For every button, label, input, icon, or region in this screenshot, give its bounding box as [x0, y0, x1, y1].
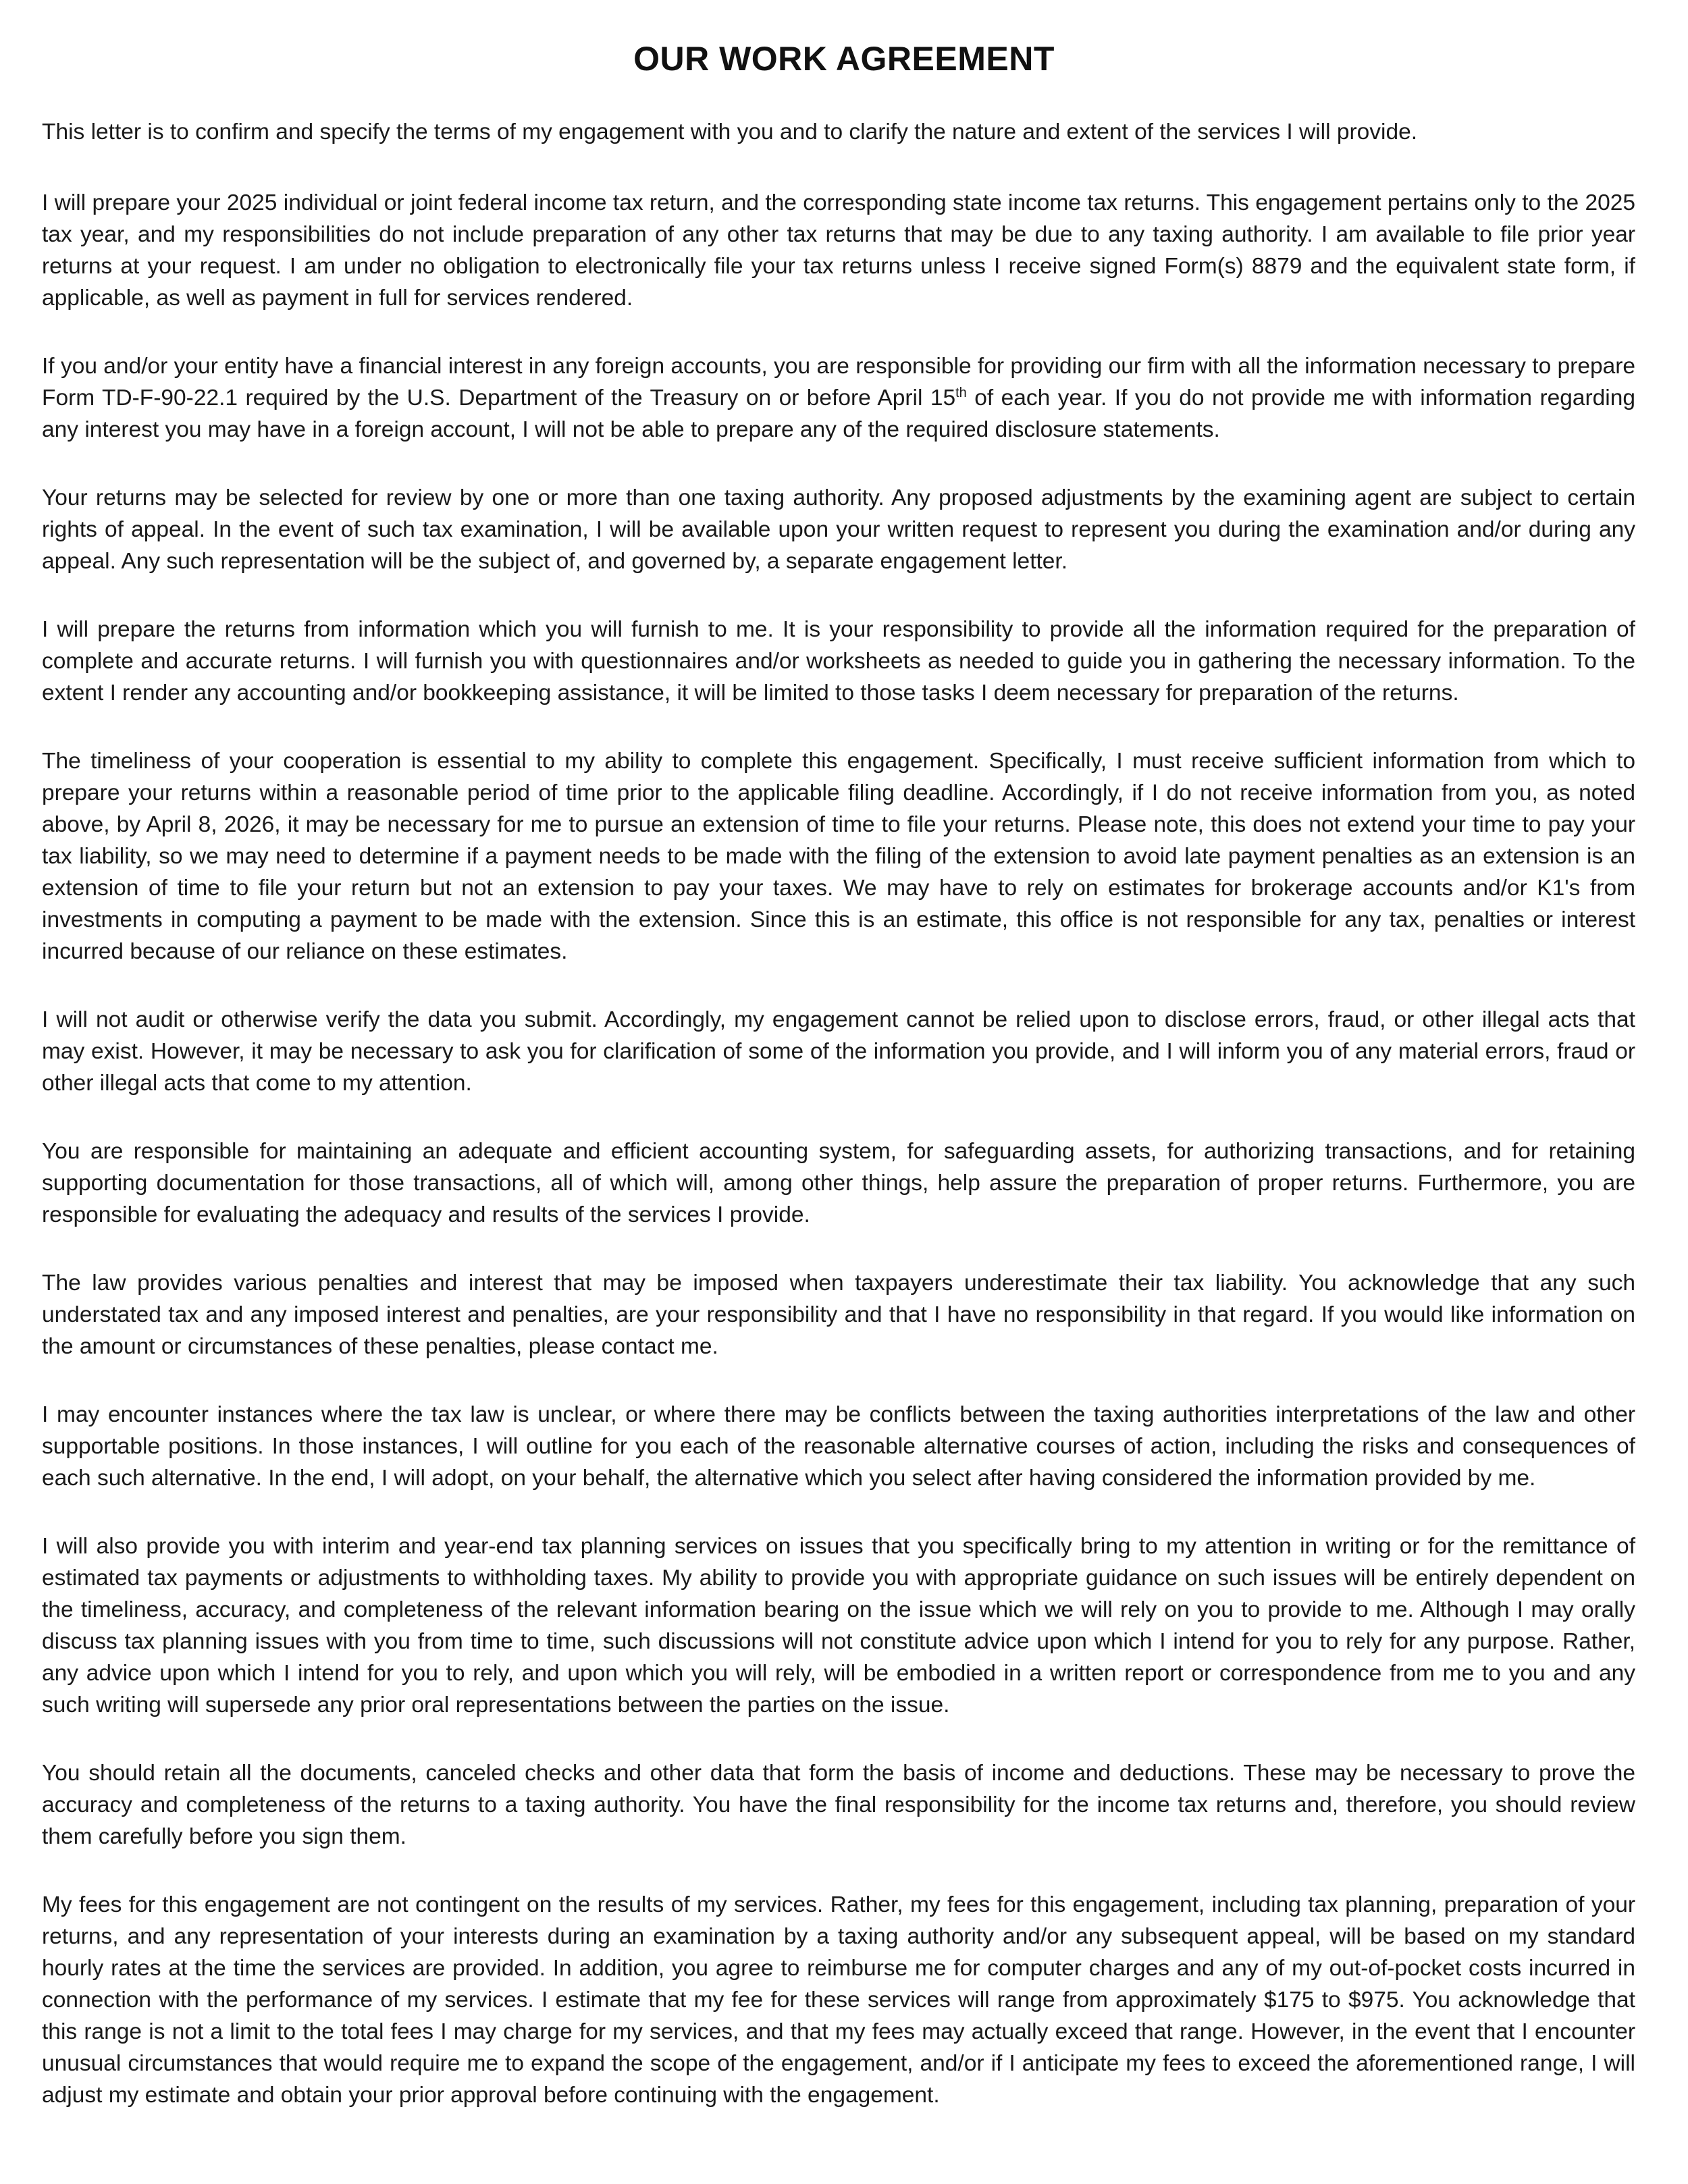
document-title: OUR WORK AGREEMENT	[633, 40, 1055, 78]
paragraph-timeliness: The timeliness of your cooperation is essential to my ability to complete this engagement. Specifically, I must receive sufficient information from which to prepare your returns within a reasonable period of time prior to the applicable filing deadline. Accordingly, if I do not receive information from you, as noted above, by April 8, 2026, it may be necessary for me to pursue an extension of time to file your returns. Please note, this does not extend your time to pay your tax liability, so we may need to determine if a payment needs to be made with the filing of the extension to avoid late payment penalties as an extension is an extension of time to file your return but not an extension to pay your taxes. We may have to rely on estimates for brokerage accounts and/or K1's from investments in computing a payment to be made with the extension. Since this is an estimate, this office is not responsible for any tax, penalties or interest incurred because of our reliance on these estimates.	[42, 749, 1635, 964]
paragraph-retain-documents: You should retain all the documents, canceled checks and other data that form the basis of income and deductions. These may be necessary to prove the accuracy and completeness of the returns to a taxing authority. You have the final responsibility for the income tax returns and, therefore, you should review them carefully before you sign them.	[42, 1761, 1635, 1849]
paragraph-information-furnished: I will prepare the returns from information which you will furnish to me. It is your responsibility to provide all the information required for the preparation of complete and accurate returns. I will furnish you with questionnaires and/or worksheets as needed to guide you in gathering the necessary information. To the extent I render any accounting and/or bookkeeping assistance, it will be limited to those tasks I deem necessary for preparation of the returns.	[42, 617, 1635, 705]
paragraph-unclear-tax-law: I may encounter instances where the tax law is unclear, or where there may be conflicts between the taxing authorities interpretations of the law and other supportable positions. In those instances, I will outline for you each of the reasonable alternative courses of action, including the risks and consequences of each such alternative. In the end, I will adopt, on your behalf, the alternative which you select after having considered the information provided by me.	[42, 1402, 1635, 1491]
document-body	[42, 116, 1635, 2148]
paragraph-foreign-accounts	[42, 350, 1635, 446]
foreign-accounts-text-start: If you and/or your entity have a financial interest in any foreign accounts, you are responsible for providing our firm with all the information necessary to prepare Form TD-F-90-22.1 required by the U.S. Department of the Treasury on or before April 15	[42, 354, 1635, 410]
paragraph-no-audit: I will not audit or otherwise verify the data you submit. Accordingly, my engagement cannot be relied upon to disclose errors, fraud, or other illegal acts that may exist. However, it may be necessary to ask you for clarification of some of the information you provide, and I will inform you of any material errors, fraud or other illegal acts that come to my attention.	[42, 1007, 1635, 1096]
paragraph-tax-planning: I will also provide you with interim and year-end tax planning services on issues that you specifically bring to my attention in writing or for the remittance of estimated tax payments or adjustments to withholding taxes. My ability to provide you with appropriate guidance on such issues will be entirely dependent on the timeliness, accuracy, and completeness of the relevant information bearing on the issue which we will rely on you to provide to me. Although I may orally discuss tax planning issues with you from time to time, such discussions will not constitute advice upon which I intend for you to rely for any purpose. Rather, any advice upon which I intend for you to rely, and upon which you will rely, will be embodied in a written report or correspondence from me to you and any such writing will supersede any prior oral representations between the parties on the issue.	[42, 1534, 1635, 1717]
paragraph-intro: This letter is to confirm and specify the terms of my engagement with you and to clarify the nature and extent of the services I will provide.	[42, 119, 1418, 144]
ordinal-suffix: th	[955, 385, 967, 400]
paragraph-tax-return-scope: I will prepare your 2025 individual or joint federal income tax return, and the corresponding state income tax returns. This engagement pertains only to the 2025 tax year, and my responsibilities do not include preparation of any other tax returns that may be due to any taxing authority. I am available to file prior year returns at your request. I am under no obligation to electronically file your tax returns unless I receive signed Form(s) 8879 and the equivalent state form, if applicable, as well as payment in full for services rendered.	[42, 190, 1635, 311]
paragraph-review-appeal: Your returns may be selected for review by one or more than one taxing authority. Any proposed adjustments by the examining agent are subject to certain rights of appeal. In the event of such tax examination, I will be available upon your written request to represent you during the examination and/or during any appeal. Any such representation will be the subject of, and governed by, a separate engagement letter.	[42, 485, 1635, 574]
paragraph-client-responsibility: You are responsible for maintaining an adequate and efficient accounting system, for safeguarding assets, for authorizing transactions, and for retaining supporting documentation for those transactions, all of which will, among other things, help assure the preparation of proper returns. Furthermore, you are responsible for evaluating the adequacy and results of the services I provide.	[42, 1139, 1635, 1227]
foreign-accounts-text-end: of each year. If you do not provide me with information regarding any interest you may have in a foreign account, I will not be able to prepare any of the required disclosure statements.	[42, 385, 1635, 442]
paragraph-fees: My fees for this engagement are not contingent on the results of my services. Rather, my fees for this engagement, including tax planning, preparation of your returns, and any representation of your interests during an examination by a taxing authority and/or any subsequent appeal, will be based on my standard hourly rates at the time the services are provided. In addition, you agree to reimburse me for computer charges and any of my out-of-pocket costs incurred in connection with the performance of my services. I estimate that my fee for these services will range from approximately $175 to $975. You acknowledge that this range is not a limit to the total fees I may charge for my services, and that my fees may actually exceed that range. However, in the event that I encounter unusual circumstances that would require me to expand the scope of the engagement, and/or if I anticipate my fees to exceed the aforementioned range, I will adjust my estimate and obtain your prior approval before continuing with the engagement.	[42, 1892, 1635, 2108]
paragraph-penalties: The law provides various penalties and interest that may be imposed when taxpayers underestimate their tax liability. You acknowledge that any such understated tax and any imposed interest and penalties, are your responsibility and that I have no responsibility in that regard. If you would like information on the amount or circumstances of these penalties, please contact me.	[42, 1271, 1635, 1359]
